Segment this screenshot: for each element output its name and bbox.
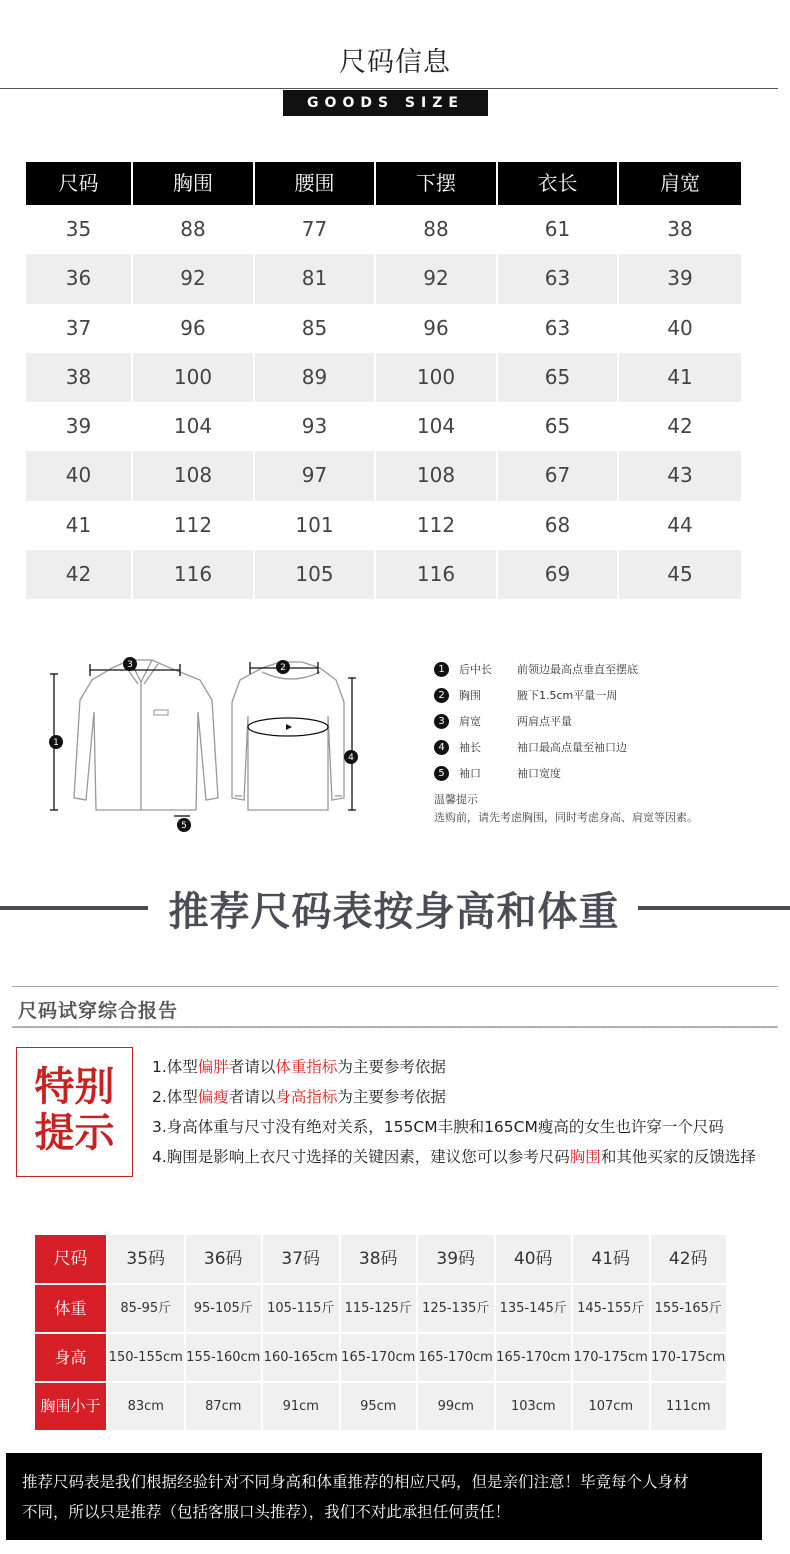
tips-title: 温馨提示 bbox=[434, 793, 478, 806]
table-cell: 111cm bbox=[651, 1383, 729, 1430]
note-item bbox=[152, 1142, 756, 1172]
table-cell: 165-170cm bbox=[341, 1334, 419, 1381]
diagram-marker-5: 5 bbox=[181, 821, 187, 831]
table-cell: 105 bbox=[255, 550, 376, 599]
table-row bbox=[26, 304, 741, 353]
table-cell: 35码 bbox=[108, 1235, 186, 1283]
tips-text: 选购前，请先考虑胸围，同时考虑身高、肩宽等因素。 bbox=[434, 811, 698, 824]
recommendation-table bbox=[35, 1235, 728, 1432]
table-row bbox=[35, 1285, 728, 1334]
legend-desc: 袖口最高点量至袖口边 bbox=[517, 741, 627, 754]
table-cell: 40 bbox=[26, 451, 133, 500]
note-text: 3.身高体重与尺寸没有绝对关系，155CM丰腴和165CM瘦高的女生也许穿一个尺码 bbox=[152, 1118, 724, 1136]
table-row bbox=[26, 501, 741, 550]
legend-desc: 腋下1.5cm平量一周 bbox=[517, 689, 618, 702]
header-cell: 尺码 bbox=[26, 162, 133, 205]
table-cell: 83cm bbox=[108, 1383, 186, 1430]
table-cell: 88 bbox=[133, 205, 255, 254]
note-highlight: 偏胖 bbox=[197, 1058, 229, 1076]
diagram-marker-2: 2 bbox=[280, 663, 286, 673]
table-cell: 170-175cm bbox=[651, 1334, 729, 1381]
table-cell: 170-175cm bbox=[573, 1334, 651, 1381]
table-cell: 88 bbox=[376, 205, 498, 254]
table-row bbox=[26, 353, 741, 402]
table-cell: 39码 bbox=[418, 1235, 496, 1283]
row-header: 尺码 bbox=[35, 1235, 108, 1283]
table-cell: 96 bbox=[133, 304, 255, 353]
table-cell: 155-165斤 bbox=[651, 1285, 729, 1332]
report-rule-top bbox=[12, 986, 778, 987]
table-cell: 145-155斤 bbox=[573, 1285, 651, 1332]
banner-rule-left bbox=[0, 906, 148, 910]
legend-desc: 袖口宽度 bbox=[517, 767, 561, 780]
table-cell: 45 bbox=[619, 550, 741, 599]
table-cell: 125-135斤 bbox=[418, 1285, 496, 1332]
note-text: 1.体型 bbox=[152, 1058, 198, 1076]
table-cell: 61 bbox=[498, 205, 619, 254]
table-row bbox=[26, 254, 741, 303]
legend-name: 后中长 bbox=[459, 663, 492, 676]
table-cell: 91cm bbox=[263, 1383, 341, 1430]
diagram-marker-1: 1 bbox=[53, 738, 59, 748]
table-row bbox=[35, 1383, 728, 1432]
legend-number: 4 bbox=[434, 740, 449, 755]
header-cell: 胸围 bbox=[133, 162, 255, 205]
table-cell: 115-125斤 bbox=[341, 1285, 419, 1332]
disclaimer-box bbox=[6, 1453, 762, 1540]
table-cell: 116 bbox=[376, 550, 498, 599]
table-cell: 77 bbox=[255, 205, 376, 254]
table-cell: 100 bbox=[376, 353, 498, 402]
note-text: 4.胸围是影响上衣尺寸选择的关键因素，建议您可以参考尺码 bbox=[152, 1148, 570, 1166]
header-rule bbox=[0, 88, 778, 89]
legend-item bbox=[434, 682, 638, 708]
row-header: 体重 bbox=[35, 1285, 108, 1332]
header-cell: 腰围 bbox=[255, 162, 376, 205]
table-cell: 155-160cm bbox=[186, 1334, 264, 1381]
legend-name: 胸围 bbox=[459, 689, 481, 702]
table-cell: 107cm bbox=[573, 1383, 651, 1430]
shirt-measurement-diagram bbox=[40, 650, 370, 835]
report-rule-bottom bbox=[12, 1026, 778, 1028]
table-cell: 42 bbox=[667, 414, 693, 439]
note-text: 者请以 bbox=[228, 1058, 276, 1076]
note-text: 和其他买家的反馈选择 bbox=[600, 1148, 756, 1166]
table-cell: 81 bbox=[255, 254, 376, 303]
header-cell: 下摆 bbox=[376, 162, 498, 205]
measurement-legend bbox=[434, 656, 638, 786]
table-cell: 112 bbox=[133, 501, 255, 550]
special-notice-box bbox=[16, 1047, 133, 1177]
note-highlight: 胸围 bbox=[569, 1148, 601, 1166]
legend-item bbox=[434, 760, 638, 786]
table-row bbox=[26, 402, 741, 451]
note-item bbox=[152, 1112, 756, 1142]
table-cell: 135-145斤 bbox=[496, 1285, 574, 1332]
legend-name: 肩宽 bbox=[459, 715, 481, 728]
table-cell: 89 bbox=[255, 353, 376, 402]
size-table-header bbox=[26, 162, 741, 205]
table-cell: 100 bbox=[133, 353, 255, 402]
table-row bbox=[35, 1334, 728, 1383]
legend-number: 2 bbox=[434, 688, 449, 703]
table-row bbox=[26, 451, 741, 500]
table-row bbox=[26, 550, 741, 599]
table-cell: 105-115斤 bbox=[263, 1285, 341, 1332]
table-cell: 160-165cm bbox=[263, 1334, 341, 1381]
note-item bbox=[152, 1082, 756, 1112]
row-header: 胸围小于 bbox=[35, 1383, 108, 1430]
legend-number: 5 bbox=[434, 766, 449, 781]
report-notes bbox=[152, 1052, 756, 1172]
table-cell: 87cm bbox=[186, 1383, 264, 1430]
table-cell: 95-105斤 bbox=[186, 1285, 264, 1332]
table-cell: 41码 bbox=[573, 1235, 651, 1283]
table-cell: 99cm bbox=[418, 1383, 496, 1430]
table-cell: 96 bbox=[376, 304, 498, 353]
table-cell: 36码 bbox=[186, 1235, 264, 1283]
special-notice-line2: 提示 bbox=[34, 1110, 115, 1156]
note-text: 为主要参考依据 bbox=[337, 1058, 446, 1076]
table-cell: 37码 bbox=[263, 1235, 341, 1283]
table-cell: 39 bbox=[619, 254, 741, 303]
legend-item bbox=[434, 656, 638, 682]
header-cell: 衣长 bbox=[498, 162, 619, 205]
table-cell: 40码 bbox=[496, 1235, 574, 1283]
table-cell: 41 bbox=[619, 353, 741, 402]
table-cell: 41 bbox=[26, 501, 133, 550]
disclaimer-line2: 不同，所以只是推荐（包括客服口头推荐），我们不对此承担任何责任！ bbox=[22, 1503, 511, 1521]
table-cell: 35 bbox=[26, 205, 133, 254]
table-cell: 85-95斤 bbox=[108, 1285, 186, 1332]
note-text: 为主要参考依据 bbox=[337, 1088, 446, 1106]
table-row bbox=[26, 205, 741, 254]
disclaimer-line1: 推荐尺码表是我们根据经验针对不同身高和体重推荐的相应尺码，但是亲们注意！毕竟每个人身材 bbox=[22, 1473, 689, 1491]
table-cell: 108 bbox=[376, 451, 498, 500]
goods-size-label: GOODS SIZE bbox=[283, 90, 488, 116]
table-cell: 165-170cm bbox=[418, 1334, 496, 1381]
table-cell: 103cm bbox=[496, 1383, 574, 1430]
size-table bbox=[26, 162, 741, 599]
diagram-marker-4: 4 bbox=[348, 753, 354, 763]
report-title: 尺码试穿综合报告 bbox=[18, 1000, 179, 1022]
table-cell: 43 bbox=[619, 451, 741, 500]
legend-name: 袖长 bbox=[459, 741, 481, 754]
banner-rule-right bbox=[638, 906, 790, 910]
legend-desc: 前领边最高点垂直至摆底 bbox=[517, 663, 638, 676]
table-cell: 38 bbox=[667, 217, 693, 241]
table-cell: 92 bbox=[133, 254, 255, 303]
table-cell: 67 bbox=[498, 451, 619, 500]
table-cell: 104 bbox=[133, 402, 255, 451]
table-cell: 38码 bbox=[341, 1235, 419, 1283]
note-highlight: 偏瘦 bbox=[197, 1088, 229, 1106]
table-cell: 37 bbox=[26, 304, 133, 353]
table-cell: 42码 bbox=[651, 1235, 729, 1283]
recommendation-banner-title: 推荐尺码表按身高和体重 bbox=[168, 889, 620, 935]
diagram-marker-3: 3 bbox=[127, 660, 133, 670]
note-highlight: 体重指标 bbox=[275, 1058, 338, 1076]
legend-desc: 两肩点平量 bbox=[517, 715, 572, 728]
table-cell: 150-155cm bbox=[108, 1334, 186, 1381]
legend-number: 3 bbox=[434, 714, 449, 729]
header-cell: 肩宽 bbox=[619, 162, 741, 205]
legend-name: 袖口 bbox=[459, 767, 481, 780]
note-text: 2.体型 bbox=[152, 1088, 198, 1106]
special-notice-line1: 特别 bbox=[34, 1064, 115, 1110]
note-item bbox=[152, 1052, 756, 1082]
table-cell: 112 bbox=[376, 501, 498, 550]
table-cell: 44 bbox=[667, 512, 693, 537]
table-cell: 38 bbox=[26, 353, 133, 402]
table-cell: 92 bbox=[376, 254, 498, 303]
table-cell: 95cm bbox=[341, 1383, 419, 1430]
table-cell: 39 bbox=[26, 402, 133, 451]
table-cell: 36 bbox=[26, 254, 133, 303]
table-cell: 104 bbox=[376, 402, 498, 451]
table-cell: 93 bbox=[255, 402, 376, 451]
table-cell: 101 bbox=[255, 501, 376, 550]
note-text: 者请以 bbox=[228, 1088, 276, 1106]
table-cell: 63 bbox=[498, 304, 619, 353]
legend-number: 1 bbox=[434, 662, 449, 677]
table-cell: 165-170cm bbox=[496, 1334, 574, 1381]
row-header: 身高 bbox=[35, 1334, 108, 1381]
table-cell: 68 bbox=[498, 501, 619, 550]
table-cell: 65 bbox=[498, 353, 619, 402]
table-cell: 42 bbox=[26, 550, 133, 599]
table-cell: 40 bbox=[667, 315, 693, 340]
table-cell: 97 bbox=[255, 451, 376, 500]
note-highlight: 身高指标 bbox=[275, 1088, 338, 1106]
table-cell: 69 bbox=[498, 550, 619, 599]
page-title: 尺码信息 bbox=[339, 47, 451, 78]
table-cell: 85 bbox=[255, 304, 376, 353]
legend-item bbox=[434, 734, 638, 760]
table-cell: 116 bbox=[133, 550, 255, 599]
table-cell: 108 bbox=[133, 451, 255, 500]
table-cell: 65 bbox=[498, 402, 619, 451]
table-row bbox=[35, 1235, 728, 1285]
table-cell: 63 bbox=[498, 254, 619, 303]
legend-item bbox=[434, 708, 638, 734]
